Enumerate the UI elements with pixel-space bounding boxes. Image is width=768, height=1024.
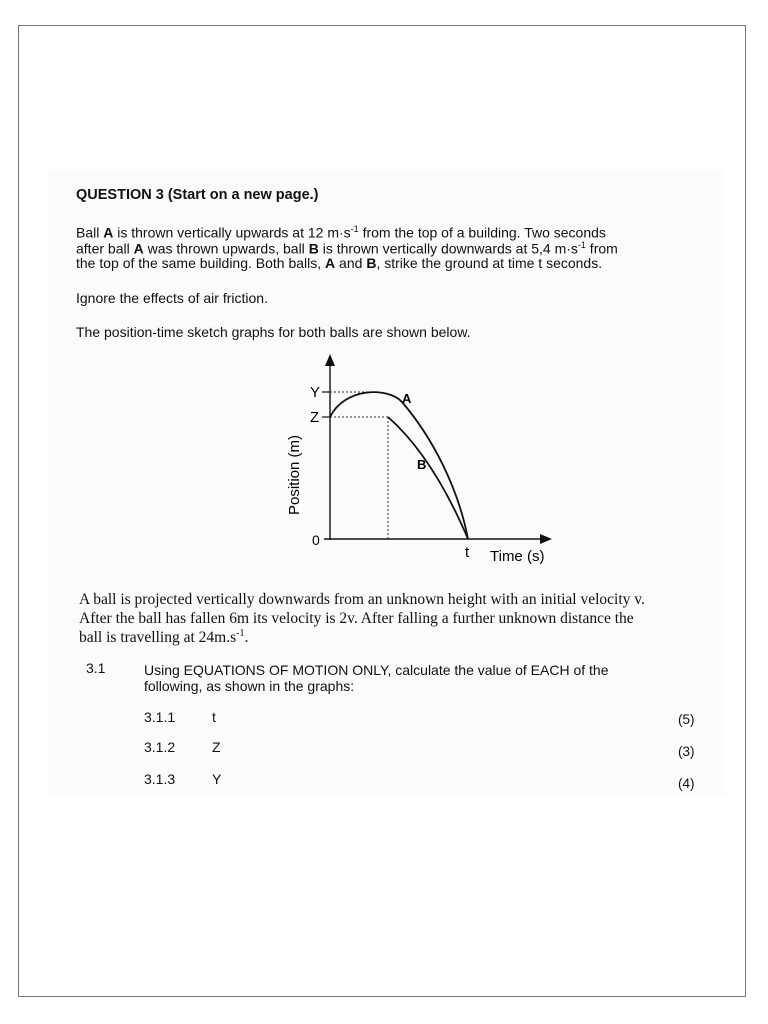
intro-line-1: Ball A is thrown vertically upwards at 12 $m\cdot s^{-1}$ from the top of a building. Two seconds bbox=[76, 224, 606, 241]
x-axis-label: Time (s) bbox=[490, 548, 545, 565]
problem-line-2: After the ball has fallen 6m its velocity is 2v. After falling a further unknown distance the bbox=[79, 610, 634, 627]
subquestion-text-line-2: following, as shown in the graphs: bbox=[144, 678, 355, 694]
question-heading: QUESTION 3 (Start on a new page.) bbox=[76, 187, 319, 203]
x-axis-arrow bbox=[540, 534, 552, 544]
intro-line-2: after ball A was thrown upwards, ball B is thrown vertically downwards at 5,4 $m\cdot s^{-1}$ from bbox=[76, 240, 618, 257]
origin-label: 0 bbox=[312, 532, 320, 548]
intro-line-3: the top of the same building. Both balls, A and B, strike the ground at time t seconds. bbox=[76, 255, 603, 271]
x-tick-label-t: t bbox=[465, 544, 470, 561]
graph-intro-text: The position-time sketch graphs for both balls are shown below. bbox=[76, 324, 471, 340]
item-label-2: Z bbox=[212, 739, 221, 755]
item-number-1: 3.1.1 bbox=[144, 709, 176, 725]
item-label-1: t bbox=[212, 709, 216, 725]
curve-ball-b bbox=[388, 417, 468, 539]
y-tick-label-z: Z bbox=[310, 409, 320, 426]
problem-line-1: A ball is projected vertically downwards from an unknown height with an initial velocity v. bbox=[79, 591, 645, 608]
subquestion-number: 3.1 bbox=[86, 660, 106, 676]
item-number-3: 3.1.3 bbox=[144, 771, 176, 787]
series-label-a: A bbox=[402, 391, 412, 406]
y-axis-arrow bbox=[325, 354, 335, 366]
position-time-graph bbox=[270, 352, 570, 574]
y-tick-label-y: Y bbox=[310, 384, 321, 401]
item-number-2: 3.1.2 bbox=[144, 739, 176, 755]
item-marks-2: (3) bbox=[678, 744, 695, 759]
subquestion-text-line-1: Using EQUATIONS OF MOTION ONLY, calculate the value of EACH of the bbox=[144, 662, 609, 678]
series-label-b: B bbox=[417, 457, 427, 472]
item-marks-3: (4) bbox=[678, 776, 695, 791]
ignore-friction-text: Ignore the effects of air friction. bbox=[76, 290, 268, 306]
item-label-3: Y bbox=[212, 771, 222, 787]
y-axis-label: Position (m) bbox=[286, 434, 303, 515]
problem-line-3: ball is travelling at $24m.s^{-1}$. bbox=[79, 628, 249, 647]
curve-ball-a bbox=[330, 392, 468, 539]
item-marks-1: (5) bbox=[678, 712, 695, 727]
